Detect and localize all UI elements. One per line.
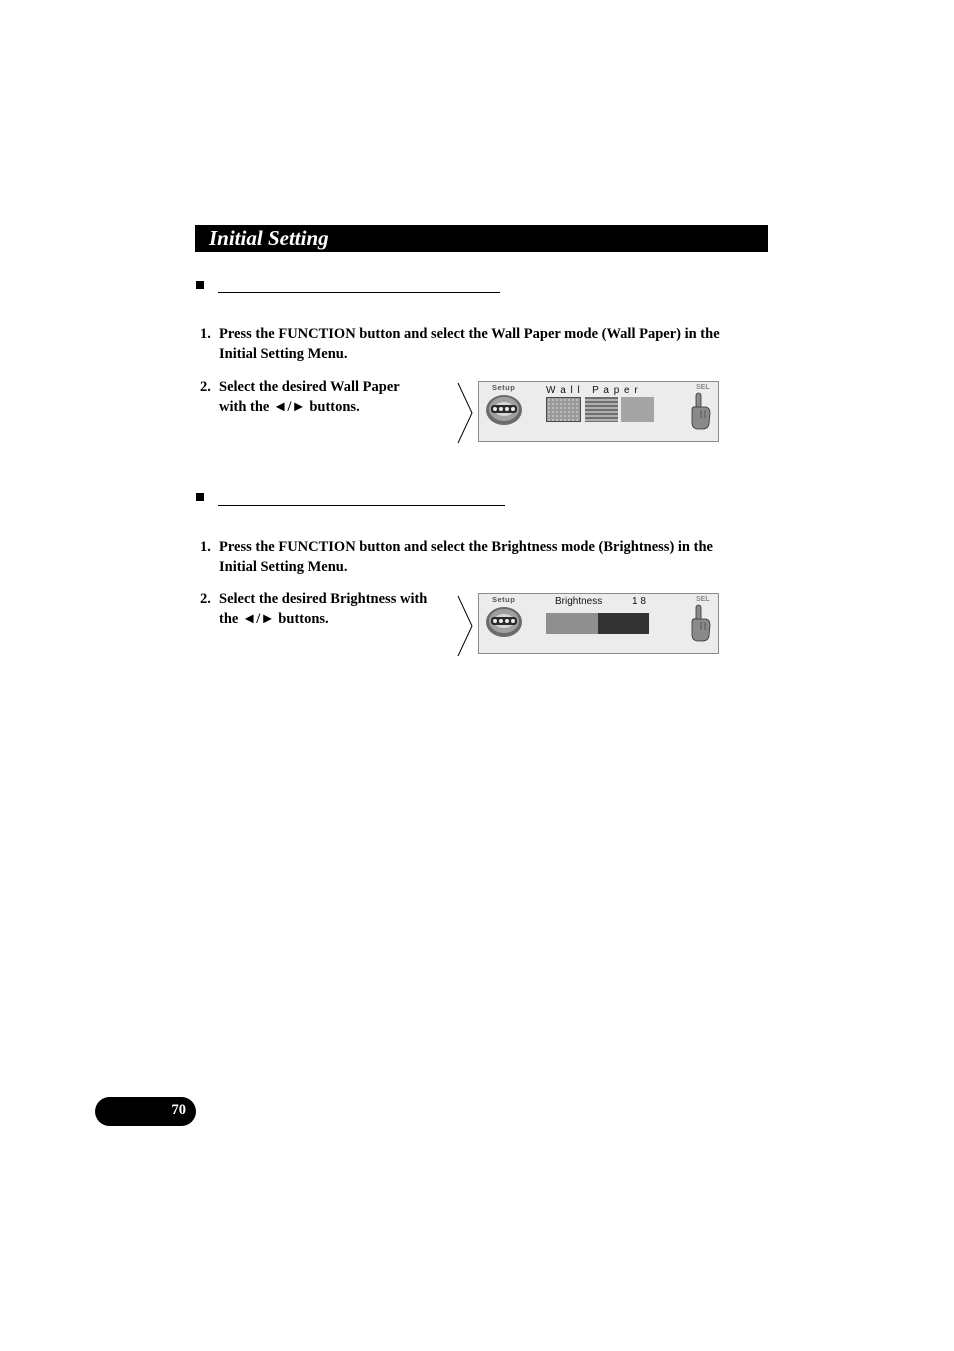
sel-label: SEL	[696, 384, 710, 391]
step-text-line: Select the desired Brightness with	[219, 591, 428, 607]
wall-paper-screen	[478, 381, 719, 442]
step-text-line: Initial Setting Menu.	[219, 558, 348, 575]
setup-label: Setup	[492, 595, 516, 604]
step-number: 2.	[200, 379, 211, 395]
step-number: 2.	[200, 591, 211, 607]
wallpaper-option-2[interactable]	[585, 397, 618, 422]
step-number: 1.	[200, 326, 211, 342]
brightness-value: 1 8	[632, 596, 646, 607]
step-text-line: Initial Setting Menu.	[219, 345, 348, 362]
step-text-line: Press the FUNCTION button and select the Wall Paper mode (Wall Paper) in the	[219, 326, 720, 342]
pointing-hand-icon	[688, 390, 712, 430]
wallpaper-option-3[interactable]	[621, 397, 654, 422]
chevron-right-icon	[457, 382, 473, 444]
section-heading-rule	[218, 292, 500, 293]
pointing-hand-icon	[688, 602, 712, 642]
setup-disc-icon	[485, 392, 525, 426]
setup-disc-icon	[485, 604, 525, 638]
chevron-right-icon	[457, 595, 473, 657]
brightness-bar-empty[interactable]	[598, 613, 649, 634]
step-text-line: Select the desired Wall Paper	[219, 379, 400, 395]
step-number: 1.	[200, 539, 211, 555]
step-text-line: Press the FUNCTION button and select the Brightness mode (Brightness) in the	[219, 539, 713, 555]
step-text-line: the ◄/► buttons.	[219, 610, 329, 627]
brightness-bar-fill[interactable]	[546, 613, 598, 634]
page-title: Initial Setting	[209, 226, 329, 250]
page-number-badge	[95, 1097, 196, 1126]
section-title-bar	[195, 225, 768, 252]
section-bullet-icon	[196, 281, 204, 289]
brightness-screen	[478, 593, 719, 654]
mode-label: W a l l P a p e r	[546, 385, 639, 396]
wallpaper-option-1[interactable]	[546, 397, 581, 422]
page-number: 70	[171, 1102, 186, 1118]
sel-label: SEL	[696, 596, 710, 603]
section-heading-rule	[218, 505, 505, 506]
step-text-line: with the ◄/► buttons.	[219, 398, 360, 415]
section-bullet-icon	[196, 493, 204, 501]
mode-label: Brightness	[555, 596, 603, 607]
setup-label: Setup	[492, 383, 516, 392]
